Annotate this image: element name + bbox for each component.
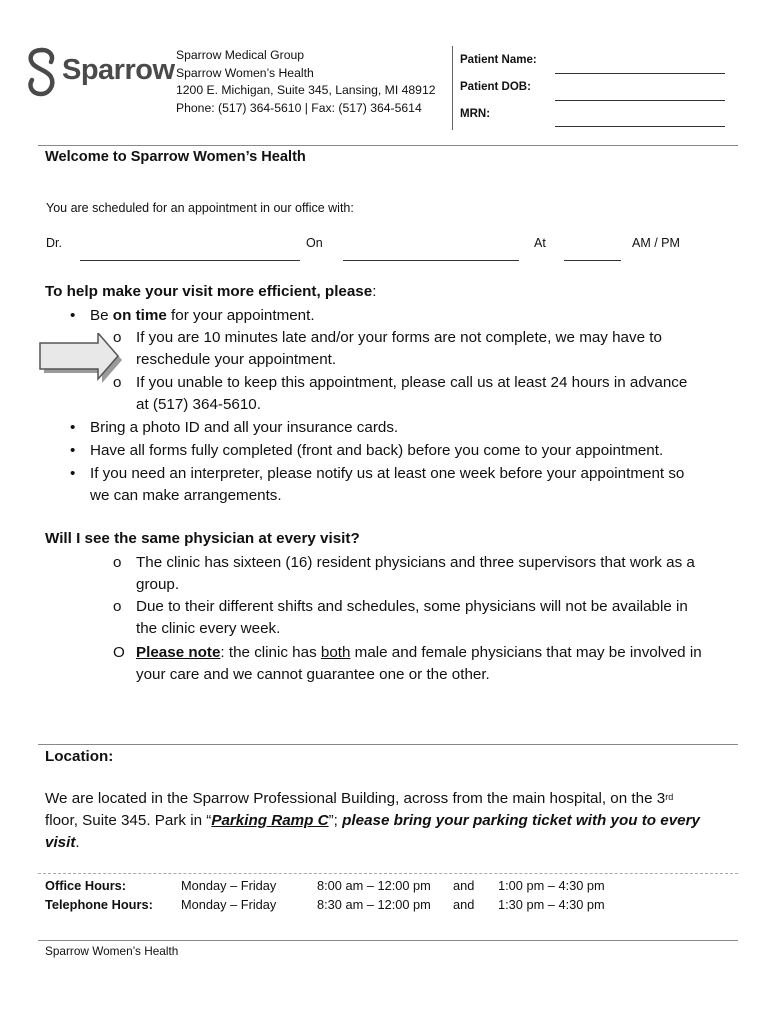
location-heading: Location: xyxy=(45,748,114,765)
list-item: • Bring a photo ID and all your insurance cards. xyxy=(70,417,750,439)
sparrow-logo-icon xyxy=(22,46,62,98)
circle-bullet-icon: o xyxy=(113,598,122,615)
footer-text: Sparrow Women’s Health xyxy=(45,944,179,958)
scheduled-text: You are scheduled for an appointment in our office with: xyxy=(46,201,354,215)
list-item: o Due to their different shifts and schedules, some physicians will not be available in the clinic every week. xyxy=(113,598,688,638)
bullet-icon: • xyxy=(70,419,76,436)
bullet-icon: • xyxy=(70,465,76,482)
address-line: Sparrow Women’s Health xyxy=(176,65,314,80)
patient-name-field[interactable] xyxy=(555,73,725,74)
list-item: o If you unable to keep this appointment, please call us at least 24 hours in advance at (517) 364-5610. xyxy=(113,374,688,414)
address-line: Phone: (517) 364-5610 | Fax: (517) 364-5614 xyxy=(176,100,422,115)
on-label: On xyxy=(306,236,323,250)
dr-label: Dr. xyxy=(46,236,62,250)
at-label: At xyxy=(534,236,546,250)
list-item: • If you need an interpreter, please notify us at least one week before your appointment so we can make arrangements. xyxy=(70,465,685,505)
list-item: • Be on time for your appointment. xyxy=(70,305,750,327)
table-row: Office Hours: Monday – Friday 8:00 am – 12:00 pm and 1:00 pm – 4:30 pm xyxy=(45,878,605,893)
list-item: O Please note: the clinic has both male and female physicians that may be involved in your care and we cannot guarantee one or the other. xyxy=(113,644,702,684)
list-item: o If you are 10 minutes late and/or your forms are not complete, we may have to reschedule your appointment. xyxy=(113,329,662,369)
table-row: Telephone Hours: Monday – Friday 8:30 am – 12:00 pm and 1:30 pm – 4:30 pm xyxy=(45,897,605,912)
address-block xyxy=(176,47,436,117)
circle-bullet-icon: o xyxy=(113,554,122,571)
hours-table xyxy=(45,878,745,916)
physician-heading: Will I see the same physician at every visit? xyxy=(45,530,360,547)
bullet-icon: • xyxy=(70,442,76,459)
location-text: We are located in the Sparrow Professional Building, across from the main hospital, on the 3rd floor, Suite 345. Park in “Parking Ramp C”; please bring your parking ticket with you to every visit. xyxy=(45,790,700,851)
bullet-icon: • xyxy=(70,307,76,324)
mrn-label: MRN: xyxy=(460,108,491,120)
date-field[interactable] xyxy=(343,260,519,261)
address-line: Sparrow Medical Group xyxy=(176,48,305,62)
divider xyxy=(38,744,738,745)
divider xyxy=(38,145,738,146)
visit-heading: To help make your visit more efficient, please: xyxy=(45,283,377,300)
logo-text: Sparrow xyxy=(62,54,175,86)
circle-bullet-icon: O xyxy=(113,644,125,661)
patient-name-label: Patient Name: xyxy=(460,54,537,66)
patient-dob-label: Patient DOB: xyxy=(460,81,531,93)
mrn-field[interactable] xyxy=(555,126,725,127)
list-item: • Have all forms fully completed (front and back) before you come to your appointment. xyxy=(70,440,750,462)
doctor-field[interactable] xyxy=(80,260,300,261)
time-field[interactable] xyxy=(564,260,621,261)
address-line: 1200 E. Michigan, Suite 345, Lansing, MI 48912 xyxy=(176,83,436,98)
circle-bullet-icon: o xyxy=(113,374,122,391)
header-divider xyxy=(452,46,453,130)
circle-bullet-icon: o xyxy=(113,329,122,346)
arrow-right-icon xyxy=(38,333,124,385)
list-item: o The clinic has sixteen (16) resident physicians and three supervisors that work as a group. xyxy=(113,554,695,594)
patient-dob-field[interactable] xyxy=(555,100,725,101)
welcome-title: Welcome to Sparrow Women’s Health xyxy=(45,149,306,165)
divider xyxy=(38,940,738,941)
divider xyxy=(38,873,738,874)
ampm-label: AM / PM xyxy=(632,236,680,250)
